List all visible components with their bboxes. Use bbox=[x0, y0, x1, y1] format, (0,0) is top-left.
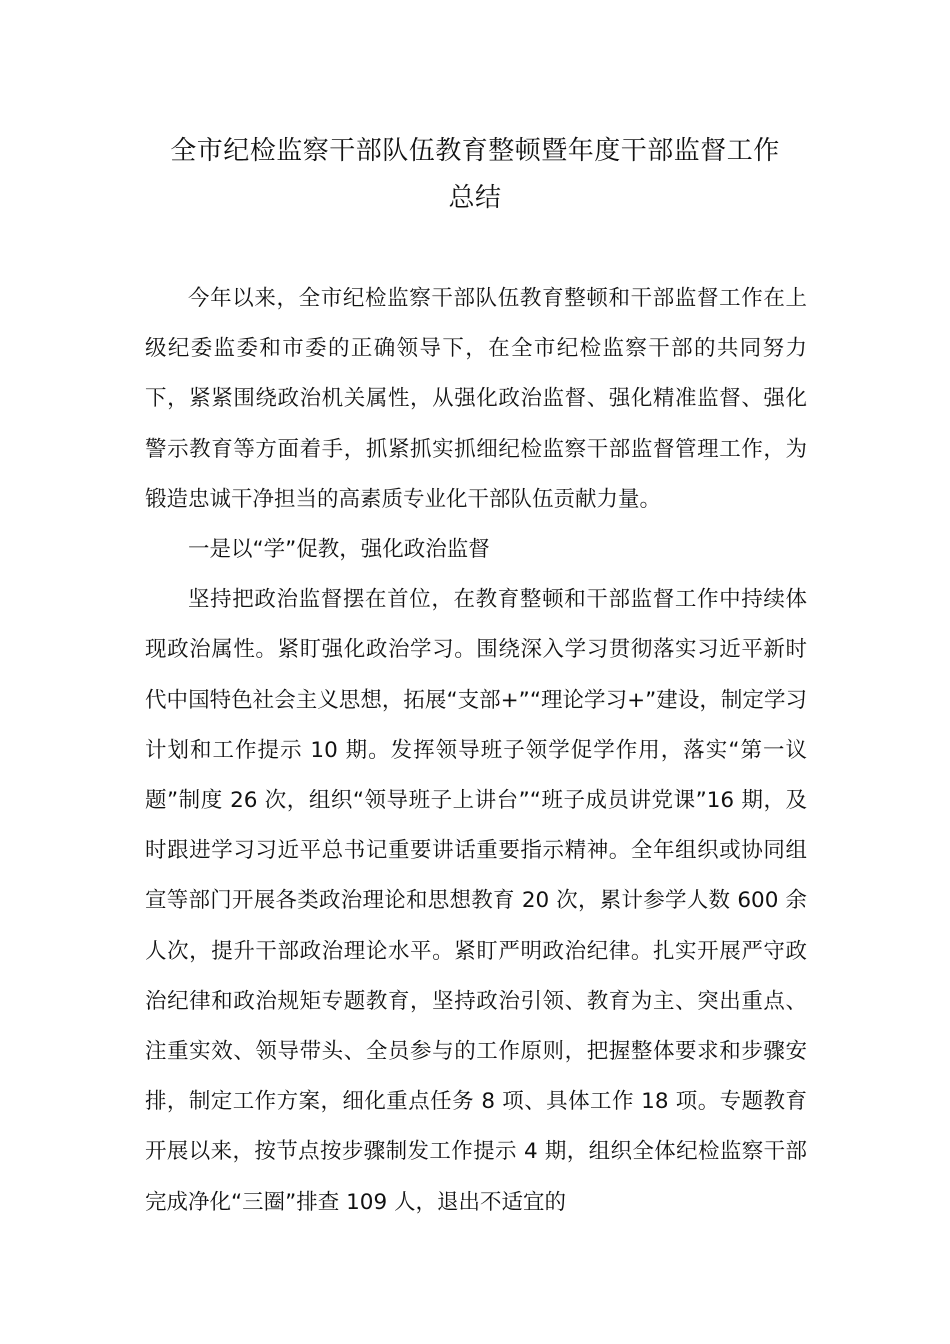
document-title bbox=[145, 128, 805, 222]
section-heading: 一是以“学”促教，强化政治监督 bbox=[188, 537, 490, 563]
title-line-1: 全市纪检监察干部队伍教育整顿暨年度干部监督工作 bbox=[170, 136, 780, 166]
document-body bbox=[145, 274, 807, 1228]
section-paragraph: 坚持把政治监督摆在首位，在教育整顿和干部监督工作中持续体现政治属性。紧盯强化政治学习。围绕深入学习贯彻落实习近平新时代中国特色社会主义思想，拓展“支部+”“理论学习+”建设，制定学习计划和工作提示 10 期。发挥领导班子领学促学作用，落实“第一议题”制度 26 次，组织“领导班子上讲台”“班子成员讲党课”16 期，及时跟进学习习近平总书记重要讲话重要指示精神。全年组织或协同组宣等部门开展各类政治理论和思想教育 20 次，累计参学人数 600 余人次，提升干部政治理论水平。紧盯严明政治纪律。扎实开展严守政治纪律和政治规矩专题教育，坚持政治引领、教育为主、突出重点、注重实效、领导带头、全员参与的工作原则，把握整体要求和步骤安排，制定工作方案，细化重点任务 8 项、具体工作 18 项。专题教育开展以来，按节点按步骤制发工作提示 4 期，组织全体纪检监察干部完成净化“三圈”排查 109 人，退出不适宜的 bbox=[145, 587, 807, 1215]
title-line-2: 总结 bbox=[448, 183, 502, 213]
intro-paragraph: 今年以来，全市纪检监察干部队伍教育整顿和干部监督工作在上级纪委监委和市委的正确领导下，在全市纪检监察干部的共同努力下，紧紧围绕政治机关属性，从强化政治监督、强化精准监督、强化警示教育等方面着手，抓紧抓实抓细纪检监察干部监督管理工作，为锻造忠诚干净担当的高素质专业化干部队伍贡献力量。 bbox=[145, 286, 807, 512]
